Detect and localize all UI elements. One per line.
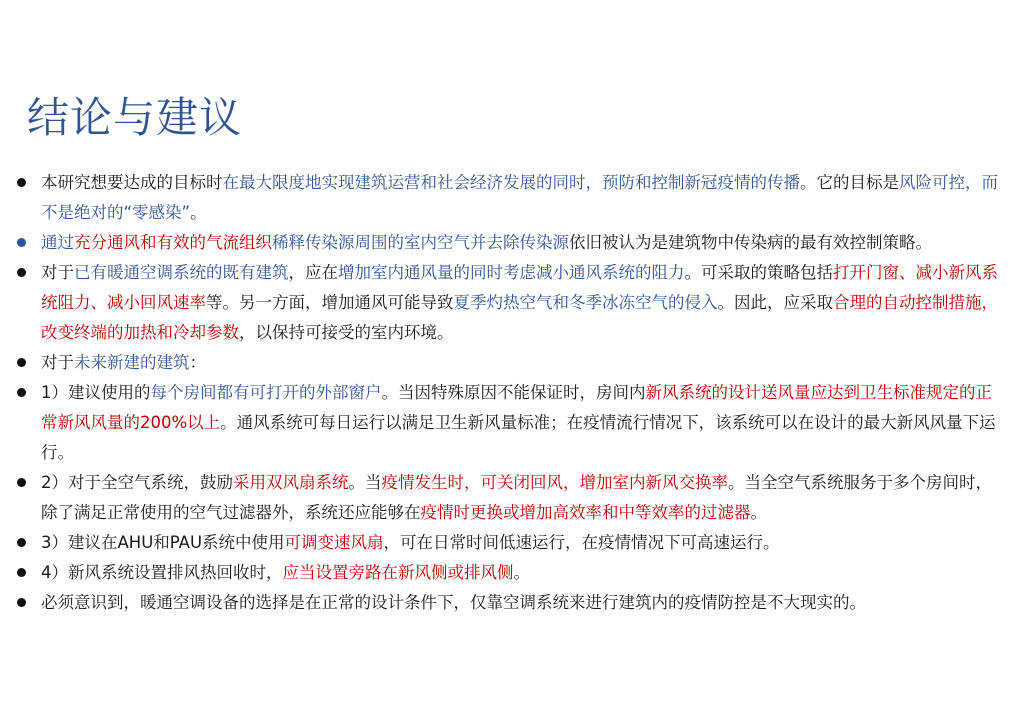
bullet-highlight-text: 夏季灼热空气和冬季冰冻空气的侵入	[453, 293, 718, 312]
bullet-item	[0, 378, 1024, 468]
bullet-text: 3）建议在AHU和PAU系统中使用	[41, 533, 285, 552]
bullet-text: ：	[189, 353, 206, 372]
bullet-text: 2）对于全空气系统，鼓励	[41, 473, 233, 492]
bullet-item	[0, 228, 1024, 258]
bullet-highlight-text: 打开门窗、减小新风系统阻力、减小回风速率	[41, 263, 998, 312]
bullet-dot-icon	[17, 478, 26, 487]
bullet-dot-icon	[17, 268, 26, 277]
bullet-text: 。通风系统可每日运行以满足卫生新风量标准；在疫情流行情况下，该系统可以在设计的最大新风风量下运行。	[41, 413, 996, 462]
bullet-list	[0, 168, 1024, 618]
bullet-dot-icon	[17, 568, 26, 577]
bullet-dot-icon	[17, 388, 26, 397]
bullet-text: 。当	[348, 473, 382, 492]
bullet-text: 必须意识到，暖通空调设备的选择是在正常的设计条件下，仅靠空调系统来进行建筑内的疫情防控是不大现实的。	[41, 593, 866, 612]
bullet-highlight-text: 疫情发生时，可关闭回风，增加室内新风交换率	[381, 473, 728, 492]
bullet-highlight-text: 新风系统的设计送风量应达到卫生标准规定的正常新风风量的200%以上	[41, 383, 992, 432]
bullet-text: 。可采取的策略包括	[684, 263, 833, 282]
bullet-dot-icon	[17, 358, 26, 367]
bullet-highlight-text: 稀释传染源周围的室内空气并去除传染源	[272, 233, 569, 252]
bullet-dot-icon	[17, 598, 26, 607]
bullet-text: 。它的目标是	[800, 173, 899, 192]
bullet-item	[0, 528, 1024, 558]
bullet-item	[0, 468, 1024, 528]
bullet-highlight-text: 未来新建的建筑	[74, 353, 190, 372]
bullet-item	[0, 588, 1024, 618]
bullet-text: 等。另一方面，增加通风可能导致	[206, 293, 454, 312]
bullet-text: 对于	[41, 263, 74, 282]
bullet-text: ，以保持可接受的室内环境。	[239, 323, 454, 342]
bullet-highlight-text: 充分通风和有效的气流组织	[74, 233, 272, 252]
slide-title: 结论与建议	[27, 93, 243, 142]
bullet-highlight-text: 采用双风扇系统	[233, 473, 349, 492]
bullet-text: ，应在	[288, 263, 338, 282]
bullet-highlight-text: 风险可控，而不是绝对的“零感染”	[41, 173, 998, 222]
bullet-highlight-text: 疫情时更换或增加高效率和中等效率的过滤器	[420, 503, 751, 522]
bullet-highlight-text: 通过	[41, 233, 74, 252]
bullet-highlight-text: 可调变速风扇	[284, 533, 384, 552]
bullet-dot-icon	[17, 178, 26, 187]
bullet-text: 。因此，应采取	[717, 293, 833, 312]
bullet-highlight-text: 每个房间都有可打开的外部窗户	[150, 383, 382, 402]
bullet-item	[0, 348, 1024, 378]
bullet-text: 4）新风系统设置排风热回收时，	[41, 563, 283, 582]
bullet-highlight-text: 应当设置旁路在新风侧或排风侧	[282, 563, 514, 582]
bullet-text: 依旧被认为是建筑物中传染病的最有效控制策略。	[569, 233, 932, 252]
bullet-dot-icon	[17, 238, 26, 247]
bullet-item	[0, 168, 1024, 228]
bullet-text: ，可在日常时间低速运行，在疫情情况下可高速运行。	[383, 533, 780, 552]
bullet-item	[0, 258, 1024, 348]
bullet-highlight-text: 已有暖通空调系统的既有建筑	[74, 263, 289, 282]
bullet-text: 。当因特殊原因不能保证时，房间内	[381, 383, 646, 402]
bullet-text: 。	[750, 503, 767, 522]
bullet-text: 。	[513, 563, 530, 582]
bullet-highlight-text: 合理的自动控制措施，改变终端的加热和冷却参数	[41, 293, 998, 342]
bullet-item	[0, 558, 1024, 588]
bullet-text: 本研究想要达成的目标时	[41, 173, 223, 192]
bullet-text: 对于	[41, 353, 74, 372]
bullet-text: 。当全空气系统服务于多个房间时，除了满足正常使用的空气过滤器外，系统还应能够在	[41, 473, 992, 522]
bullet-dot-icon	[17, 538, 26, 547]
bullet-text: 。	[190, 203, 207, 222]
bullet-highlight-text: 增加室内通风量的同时考虑减小通风系统的阻力	[338, 263, 685, 282]
bullet-highlight-text: 在最大限度地实现建筑运营和社会经济发展的同时，预防和控制新冠疫情的传播	[222, 173, 800, 192]
bullet-text: 1）建议使用的	[41, 383, 151, 402]
